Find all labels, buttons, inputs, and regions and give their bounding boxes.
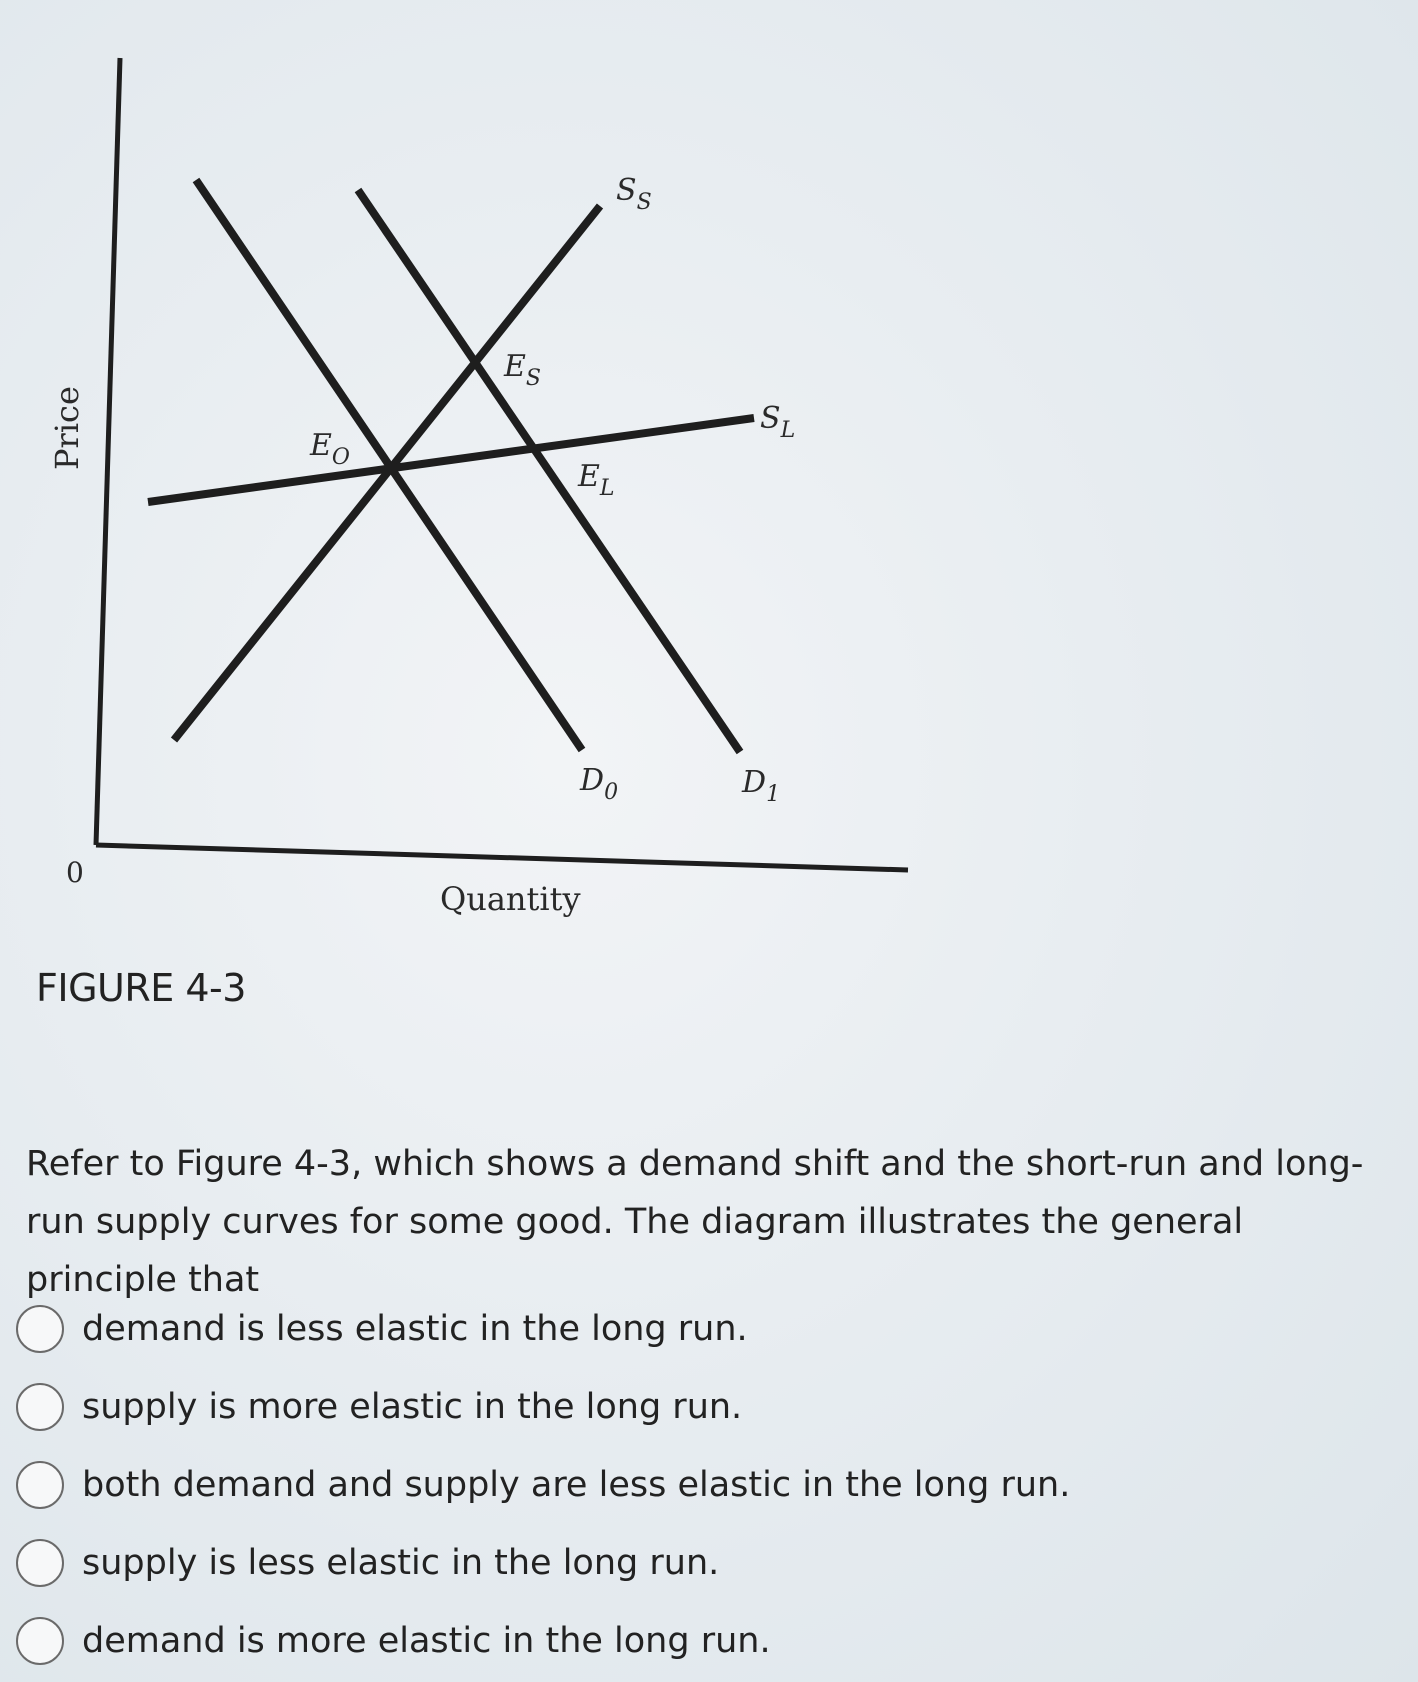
label-eo: $E_O$ — [310, 428, 350, 470]
radio-button[interactable] — [16, 1539, 64, 1587]
label-d0: $D_0$ — [580, 763, 619, 805]
radio-button[interactable] — [16, 1617, 64, 1665]
label-ss: $S_S$ — [616, 173, 652, 215]
label-es: $E_S$ — [504, 349, 541, 391]
answer-option-3[interactable] — [16, 1446, 1376, 1524]
answer-option-4[interactable] — [16, 1524, 1376, 1602]
figure-title: FIGURE 4-3 — [36, 966, 246, 1010]
long-run-supply-sl — [148, 418, 754, 502]
answer-option-1[interactable] — [16, 1290, 1376, 1368]
origin-label: 0 — [66, 856, 84, 889]
x-axis — [96, 845, 908, 870]
y-axis-label: Price — [48, 386, 86, 470]
answer-option-2[interactable] — [16, 1368, 1376, 1446]
x-axis-label: Quantity — [440, 880, 581, 918]
answer-option-5[interactable] — [16, 1602, 1376, 1680]
short-run-supply-ss — [174, 206, 600, 740]
radio-button[interactable] — [16, 1305, 64, 1353]
answer-option-label: supply is less elastic in the long run. — [82, 1543, 720, 1583]
answer-option-label: both demand and supply are less elastic in the long run. — [82, 1465, 1071, 1505]
answer-option-label: demand is less elastic in the long run. — [82, 1309, 748, 1349]
label-el: $E_L$ — [578, 459, 615, 501]
answer-options — [16, 1290, 1376, 1680]
y-axis — [96, 58, 120, 845]
question-text: Refer to Figure 4-3, which shows a demand shift and the short-run and long-run supply curves for some good. The diagram illustrates the general principle that — [26, 1144, 1364, 1300]
answer-option-label: supply is more elastic in the long run. — [82, 1387, 743, 1427]
label-d1: $D_1$ — [742, 765, 781, 807]
radio-button[interactable] — [16, 1461, 64, 1509]
radio-button[interactable] — [16, 1383, 64, 1431]
label-sl: $S_L$ — [760, 401, 796, 443]
answer-option-label: demand is more elastic in the long run. — [82, 1621, 771, 1661]
